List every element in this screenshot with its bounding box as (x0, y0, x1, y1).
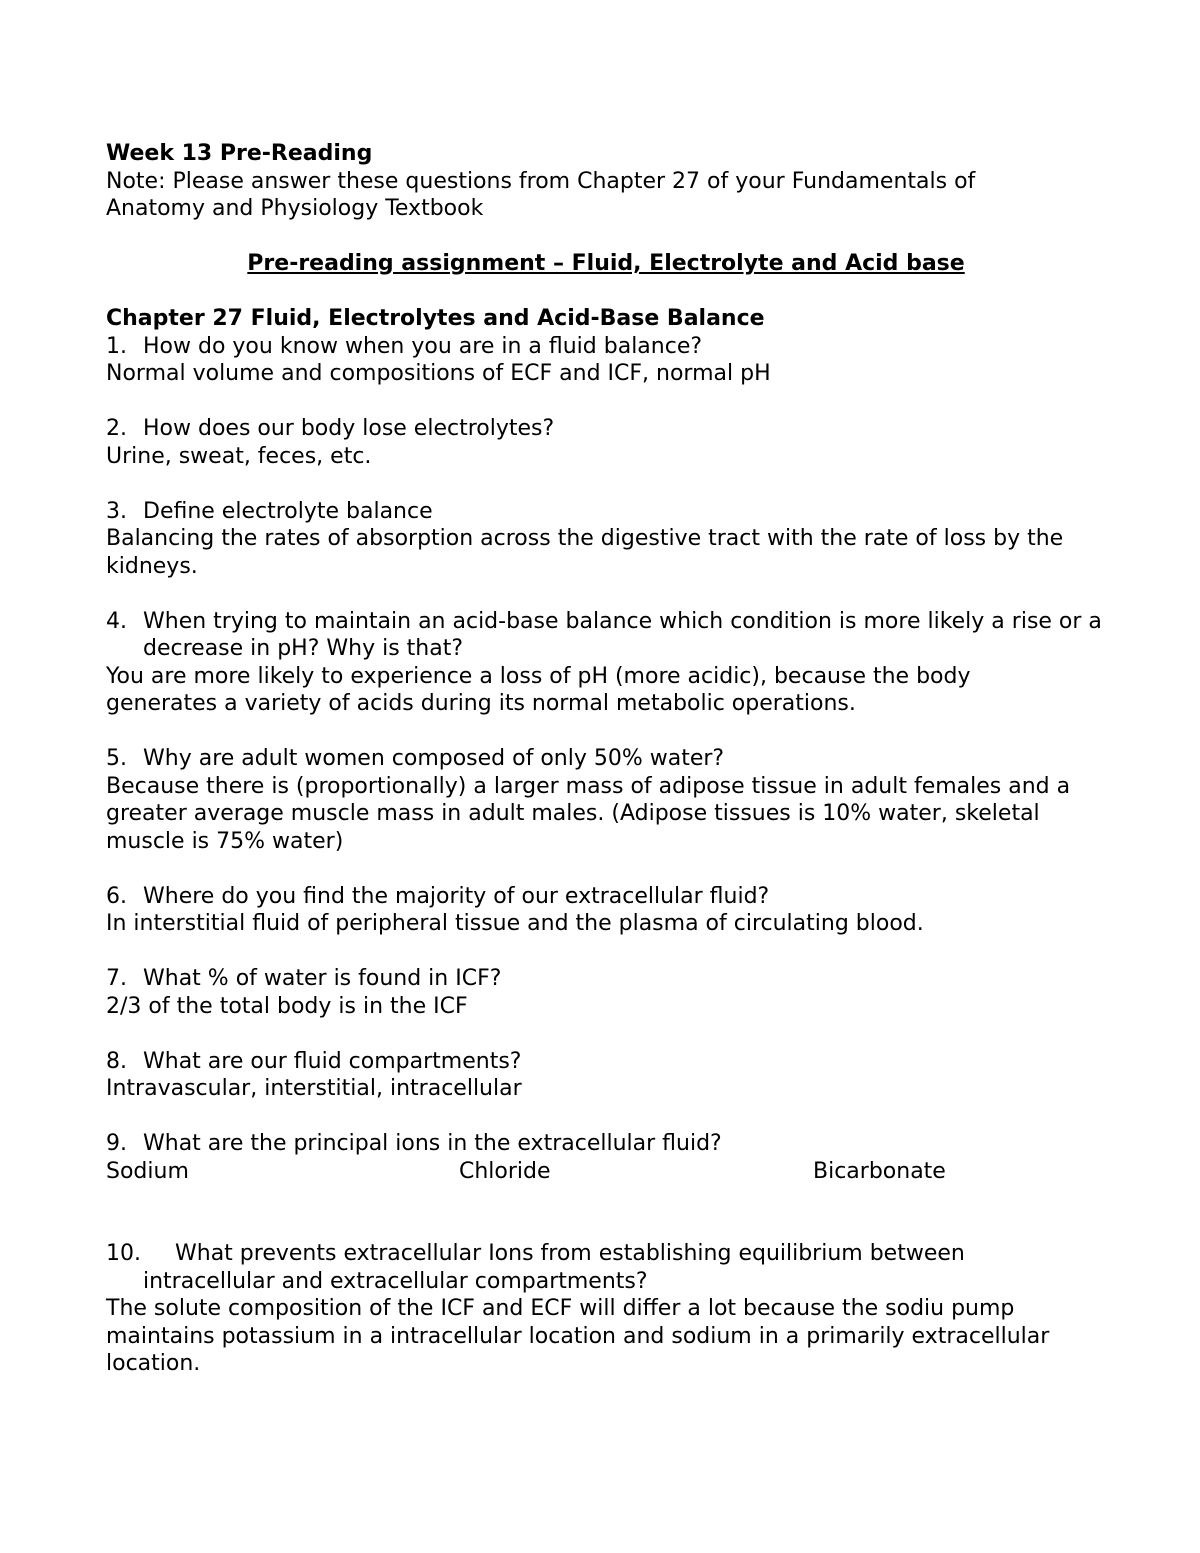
question-text (106, 498, 1106, 526)
question-block-6 (106, 883, 1106, 938)
answer-text: 2/3 of the total body is in the ICF (106, 993, 468, 1019)
week-title: Week 13 Pre-Reading (106, 141, 373, 166)
question-block-5 (106, 745, 1106, 855)
question-block-8 (106, 1048, 1106, 1103)
question-number: 10. (106, 1241, 141, 1266)
ions-row (106, 1158, 1106, 1186)
question-text (106, 883, 1106, 911)
question-block-4 (106, 608, 1106, 718)
question-number: 4. (106, 608, 127, 634)
chapter-title: Chapter 27 Fluid, Electrolytes and Acid-Base Balance (106, 306, 765, 331)
question-block-9 (106, 1130, 1106, 1185)
answer-text: Because there is (proportionally) a larger mass of adipose tissue in adult females and a greater average muscle mass in adult males. (Adipose tissues is 10% water, skeletal muscle is 75% water) (106, 773, 1071, 854)
question-label: Define electrolyte balance (143, 498, 433, 524)
ion-sodium: Sodium (106, 1158, 189, 1184)
assignment-title: Pre-reading assignment – Fluid, Electrolyte and Acid base (247, 251, 965, 276)
question-text (106, 333, 1106, 361)
answer-text: Intravascular, interstitial, intracellular (106, 1076, 522, 1101)
question-text (106, 745, 1106, 773)
ion-chloride: Chloride (459, 1158, 551, 1184)
question-label: When trying to maintain an acid-base balance which condition is more likely a rise or a decrease in pH? Why is that? (143, 608, 1102, 661)
question-text (106, 965, 1106, 993)
question-number: 5. (106, 746, 127, 771)
answer-text: In interstitial fluid of peripheral tissue and the plasma of circulating blood. (106, 911, 924, 936)
question-label: What are the principal ions in the extracellular fluid? (143, 1131, 722, 1156)
question-text (106, 608, 1113, 663)
question-number: 6. (106, 883, 127, 909)
answer-text: Urine, sweat, feces, etc. (106, 443, 372, 469)
question-text (106, 1048, 1106, 1076)
question-block-1 (106, 333, 1106, 388)
question-number: 1. (106, 333, 127, 359)
document-page (106, 140, 1106, 1378)
question-label: What % of water is found in ICF? (143, 966, 502, 991)
question-text (106, 1130, 1106, 1158)
question-label: Why are adult women composed of only 50% water? (143, 746, 725, 771)
question-block-3 (106, 498, 1106, 581)
question-number: 9. (106, 1131, 127, 1156)
note-line-2: Anatomy and Physiology Textbook (106, 196, 484, 221)
question-text (106, 1240, 1073, 1295)
answer-text: The solute composition of the ICF and ECF will differ a lot because the sodiu pump maintains potassium in a intracellular location and sodium in a primarily extracellular location. (106, 1296, 1050, 1376)
question-block-7 (106, 965, 1106, 1020)
question-label: How do you know when you are in a fluid balance? (143, 333, 703, 359)
answer-text: Balancing the rates of absorption across the digestive tract with the rate of loss by the kidneys. (106, 526, 1064, 579)
question-label: How does our body lose electrolytes? (143, 416, 555, 441)
question-text (106, 415, 1106, 443)
answer-text: You are more likely to experience a loss of pH (more acidic), because the body generates a variety of acids during its normal metabolic operations. (106, 663, 971, 716)
question-number: 8. (106, 1048, 127, 1074)
question-label: What prevents extracellular Ions from establishing equilibrium between intracellular and extracellular compartments? (143, 1241, 965, 1294)
question-number: 2. (106, 416, 127, 441)
ion-bicarbonate: Bicarbonate (813, 1158, 946, 1184)
question-label: Where do you find the majority of our extracellular fluid? (143, 883, 770, 909)
question-number: 3. (106, 498, 127, 524)
question-block-2 (106, 415, 1106, 470)
question-label: What are our fluid compartments? (143, 1048, 522, 1074)
note-line-1: Note: Please answer these questions from Chapter 27 of your Fundamentals of (106, 168, 976, 194)
answer-text: Normal volume and compositions of ECF and ICF, normal pH (106, 361, 771, 386)
question-number: 7. (106, 966, 127, 991)
question-block-10 (106, 1240, 1106, 1378)
